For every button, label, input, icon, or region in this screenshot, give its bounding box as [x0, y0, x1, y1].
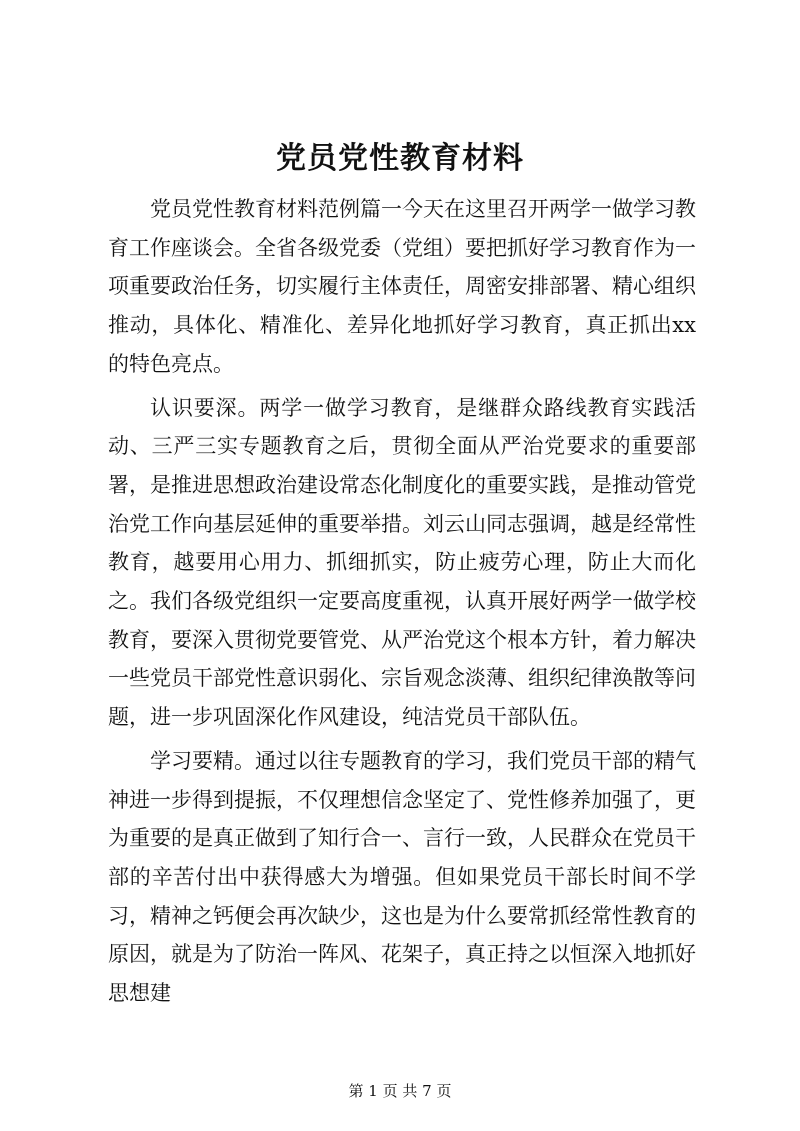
- document-body: [108, 190, 696, 1018]
- paragraph-intro: 党员党性教育材料范例篇一今天在这里召开两学一做学习教育工作座谈会。全省各级党委（党组）要把抓好学习教育作为一项重要政治任务，切实履行主体责任，周密安排部署、精心组织推动，具体化、精准化、差异化地抓好学习教育，真正抓出xx的特色亮点。: [108, 197, 696, 376]
- paragraph-learning: 学习要精。通过以往专题教育的学习，我们党员干部的精气神进一步得到提振，不仅理想信念坚定了、党性修养加强了，更为重要的是真正做到了知行合一、言行一致，人民群众在党员干部的辛苦付出中获得感大为增强。但如果党员干部长时间不学习，精神之钙便会再次缺少，这也是为什么要常抓经常性教育的原因，就是为了防治一阵风、花架子，真正持之以恒深入地抓好思想建: [108, 748, 696, 1006]
- paragraph-understanding: 认识要深。两学一做学习教育，是继群众路线教育实践活动、三严三实专题教育之后，贯彻全面从严治党要求的重要部署，是推进思想政治建设常态化制度化的重要实践，是推动管党治党工作向基层延伸的重要举措。刘云山同志强调，越是经常性教育，越要用心用力、抓细抓实，防止疲劳心理，防止大而化之。我们各级党组织一定要高度重视，认真开展好两学一做学校教育，要深入贯彻党要管党、从严治党这个根本方针，着力解决一些党员干部党性意识弱化、宗旨观念淡薄、组织纪律涣散等问题，进一步巩固深化作风建设，纯洁党员干部队伍。: [108, 395, 696, 730]
- document-title: 党员党性教育材料: [276, 141, 524, 176]
- page-number-footer: 第 1 页 共 7 页: [348, 1082, 452, 1100]
